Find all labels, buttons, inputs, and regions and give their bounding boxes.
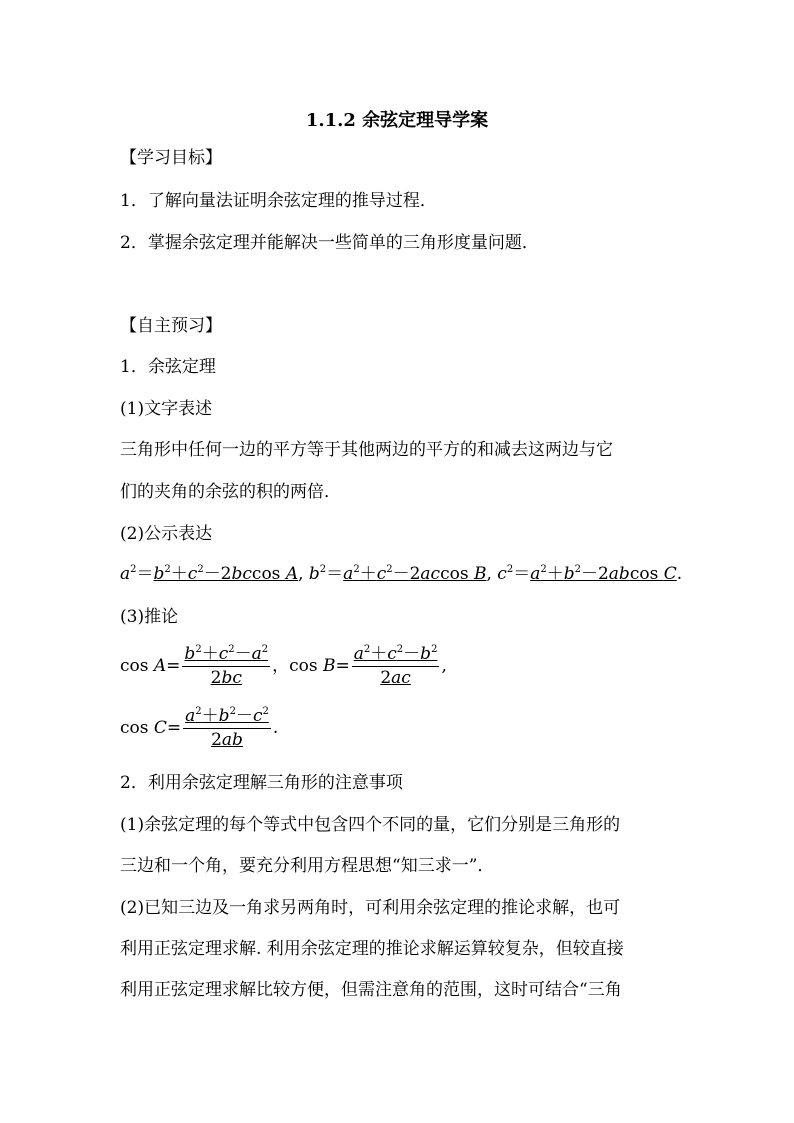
preview-item-1: 1．余弦定理	[120, 357, 216, 377]
paragraph-line: 三边和一个角，要充分利用方程思想“知三求一”．	[120, 856, 495, 876]
subheading-corollary: (3)推论	[120, 607, 179, 627]
subheading-formula: (2)公示表达	[120, 524, 213, 544]
page-title: 1.1.2 余弦定理导学案	[305, 110, 489, 131]
section-heading-goals: 【学习目标】	[120, 148, 222, 168]
subheading-text-form: (1)文字表述	[120, 399, 213, 419]
paragraph-line: 三角形中任何一边的平方等于其他两边的平方的和减去这两边与它	[120, 440, 613, 460]
formula-corollary-a-b: cos A= $\frac{b^2+c^2-a^2}{2bc}$ ，cos B= $\frac{a^2+c^2-b^2}{2ac}$ ,	[120, 644, 447, 688]
paragraph-line: (1)余弦定理的每个等式中包含四个不同的量，它们分别是三角形的	[120, 815, 621, 835]
goal-item-1: 1．了解向量法证明余弦定理的推导过程．	[120, 191, 437, 211]
paragraph-line: (2)已知三边及一角求另两角时，可利用余弦定理的推论求解，也可	[120, 898, 621, 918]
paragraph-line: 们的夹角的余弦的积的两倍．	[120, 482, 341, 502]
paragraph-line: 利用正弦定理求解. 利用余弦定理的推论求解运算较复杂，但较直接	[120, 939, 624, 959]
section-heading-preview: 【自主预习】	[120, 316, 222, 336]
preview-item-2: 2．利用余弦定理解三角形的注意事项	[120, 773, 403, 793]
paragraph-line: 利用正弦定理求解比较方便，但需注意角的范围，这时可结合“三角	[120, 980, 622, 1000]
formula-law-of-cosines: $a^2=b^2+c^2-2bccos$ A, $b^2=a^2+c^2-2accos$ B, $c^2=a^2+b^2-2abcos$ C.	[120, 564, 683, 584]
goal-item-2: 2．掌握余弦定理并能解决一些简单的三角形度量问题．	[120, 233, 539, 253]
formula-corollary-c: cos C= $\frac{a^2+b^2-c^2}{2ab}$ .	[120, 706, 279, 750]
